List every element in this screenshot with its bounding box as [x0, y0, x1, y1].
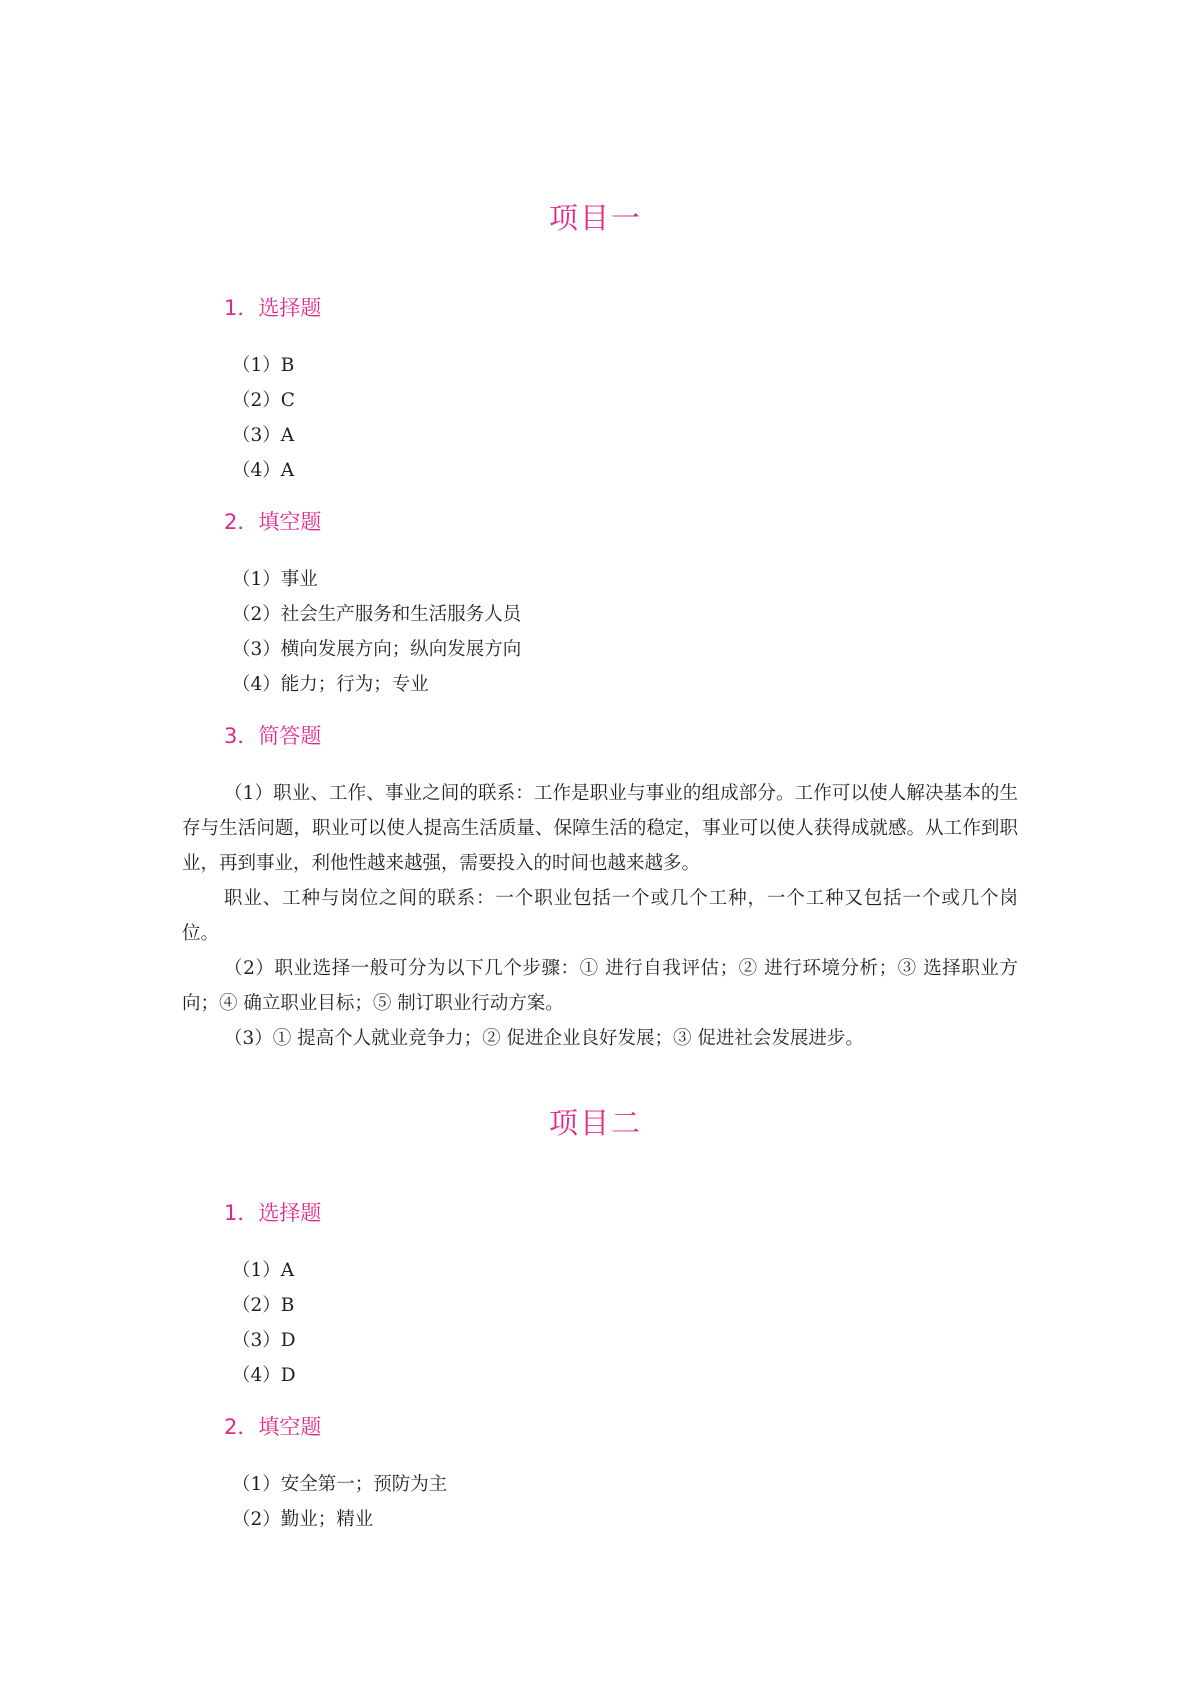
- project-2-choice-answer-4: （4）D: [232, 1365, 296, 1386]
- project-1-short-answer-heading: 3．简答题: [224, 724, 322, 748]
- project-1-fill-answer-1: （1）事业: [232, 569, 318, 590]
- project-2-choice-heading: 1．选择题: [224, 1201, 322, 1225]
- project-1-fill-heading: 2．填空题: [224, 510, 322, 534]
- project-2-fill-heading: 2．填空题: [224, 1415, 322, 1439]
- project-2-choice-answer-3: （3）D: [232, 1330, 296, 1351]
- project-2-title: 项目二: [548, 1106, 642, 1140]
- project-1-title: 项目一: [548, 201, 642, 235]
- project-2-fill-answer-1: （1）安全第一；预防为主: [232, 1474, 448, 1495]
- project-1-short-answer-paragraph-2: 职业、工种与岗位之间的联系：一个职业包括一个或几个工种，一个工种又包括一个或几个岗位。: [182, 888, 1018, 944]
- project-1-choice-heading: 1．选择题: [224, 296, 322, 320]
- project-1-fill-answer-2: （2）社会生产服务和生活服务人员: [232, 604, 522, 625]
- project-1-choice-answer-1: （1）B: [232, 355, 295, 376]
- project-1-short-answer-paragraph-3: （2）职业选择一般可分为以下几个步骤：① 进行自我评估；② 进行环境分析；③ 选择职业方向；④ 确立职业目标；⑤ 制订职业行动方案。: [182, 958, 1018, 1014]
- project-1-fill-answer-4: （4）能力；行为；专业: [232, 674, 429, 695]
- project-2-choice-answer-1: （1）A: [232, 1260, 295, 1281]
- project-1-choice-answer-2: （2）C: [232, 390, 295, 411]
- project-1-short-answer-paragraph-1: （1）职业、工作、事业之间的联系：工作是职业与事业的组成部分。工作可以使人解决基本的生存与生活问题，职业可以使人提高生活质量、保障生活的稳定，事业可以使人获得成就感。从工作到职业，再到事业，利他性越来越强，需要投入的时间也越来越多。: [182, 783, 1018, 874]
- project-2-choice-answer-2: （2）B: [232, 1295, 295, 1316]
- project-1-choice-answer-3: （3）A: [232, 425, 295, 446]
- project-1-short-answer-paragraph-4: （3）① 提高个人就业竞争力；② 促进企业良好发展；③ 促进社会发展进步。: [224, 1028, 864, 1049]
- project-1-choice-answer-4: （4）A: [232, 460, 295, 481]
- project-1-fill-answer-3: （3）横向发展方向；纵向发展方向: [232, 639, 522, 660]
- project-2-fill-answer-2: （2）勤业；精业: [232, 1509, 374, 1530]
